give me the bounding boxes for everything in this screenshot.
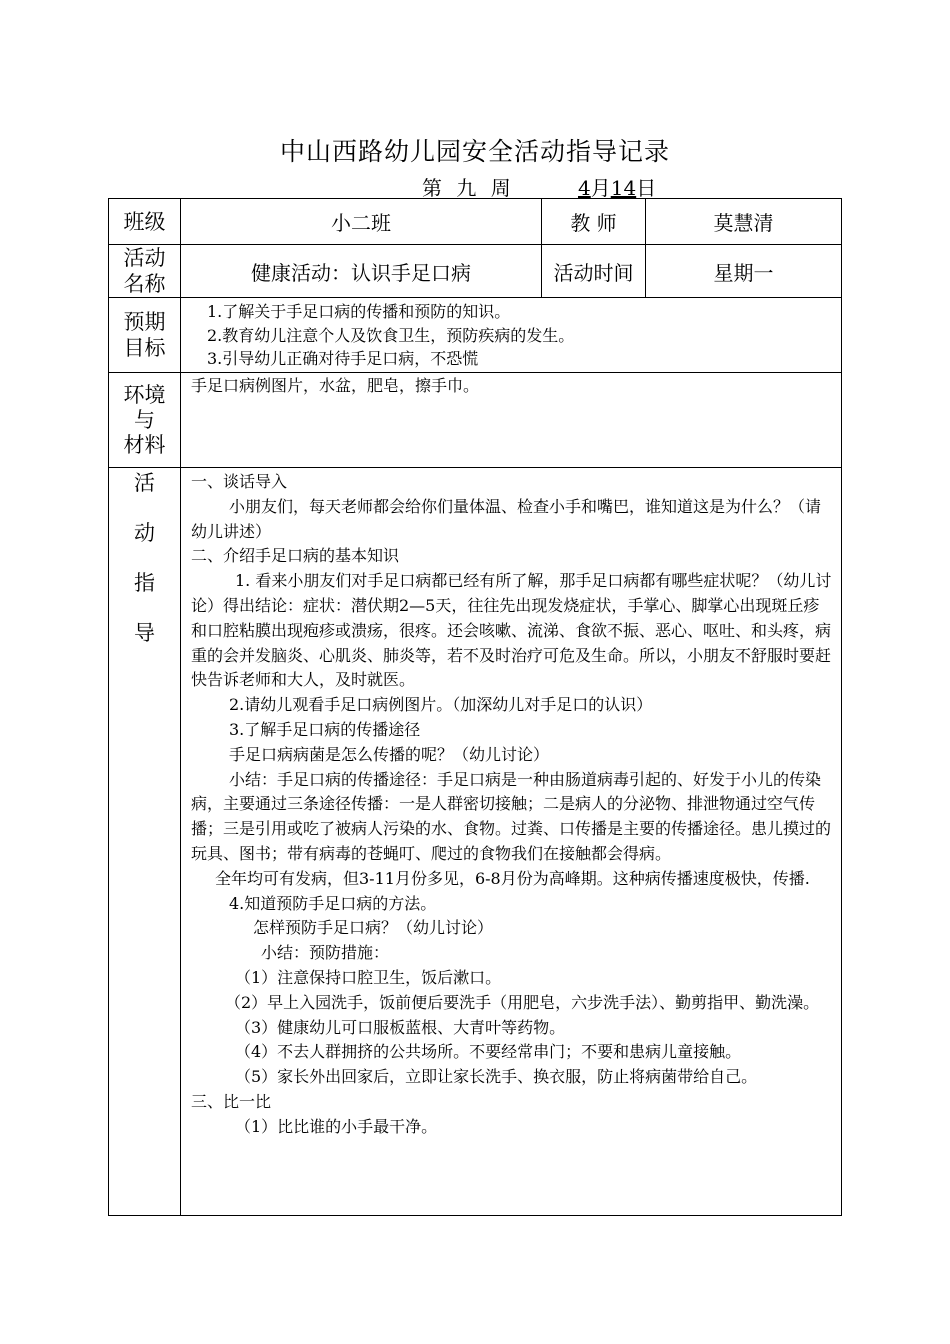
activity-label-line1: 活动 bbox=[123, 246, 166, 270]
section-heading: 一、谈话导入 bbox=[191, 472, 288, 491]
list-item: （1）比比谁的小手最干净。 bbox=[235, 1116, 438, 1136]
record-table bbox=[108, 198, 842, 1216]
paragraph: 3.了解手足口病的传播途径 bbox=[229, 719, 421, 739]
date-month-unit: 月 bbox=[590, 176, 611, 200]
materials-label bbox=[109, 373, 181, 468]
row-class bbox=[109, 199, 842, 245]
paragraph: 全年均可有发病，但3-11月份多见，6-8月份为高峰期。这种病传播速度极快，传播. bbox=[215, 868, 810, 888]
paragraph: 小结：手足口病的传播途径：手足口病是一种由肠道病毒引起的、好发于小儿的传染病，主要通过三条途径传播：一是人群密切接触；二是病人的分泌物、排泄物通过空气传播；三是引用或吃了被病人污染的水、食物。过粪、口传播是主要的传播途径。患儿摸过的玩具、图书；带有病毒的苍蝇叮、爬过的食物我们在接触都会得病。 bbox=[191, 769, 832, 863]
materials-label-line3: 材料 bbox=[123, 432, 166, 457]
guide-label-char: 导 bbox=[134, 621, 155, 645]
teacher-label: 教 师 bbox=[542, 199, 646, 245]
activity-label-line2: 名称 bbox=[123, 272, 166, 296]
list-item: （4）不去人群拥挤的公共场所。不要经常串门；不要和患病儿童接触。 bbox=[235, 1042, 742, 1062]
date-day-unit: 日 bbox=[636, 176, 657, 200]
activity-label bbox=[109, 245, 181, 298]
materials-label-line1: 环境 bbox=[123, 382, 166, 407]
date-month: 4 bbox=[578, 176, 591, 200]
class-value: 小二班 bbox=[181, 199, 542, 245]
goals-label-line2: 目标 bbox=[123, 336, 166, 360]
guide-label bbox=[109, 468, 181, 1216]
date bbox=[578, 172, 656, 201]
goals-label bbox=[109, 298, 181, 373]
week-label: 第 九 周 bbox=[422, 176, 515, 200]
goals-label-line1: 预期 bbox=[123, 310, 166, 334]
guide-label-char: 动 bbox=[134, 521, 155, 545]
guide-label-char: 指 bbox=[134, 571, 155, 595]
goals-content bbox=[181, 298, 842, 373]
paragraph: 1. 看来小朋友们对手足口病都已经有所了解，那手足口病都有哪些症状呢？（幼儿讨论）得出结论：症状：潜伏期2—5天，往往先出现发烧症状，手掌心、脚掌心出现斑丘疹和口腔粘膜出现疱疹或溃疡，很疼。还会咳嗽、流涕、食欲不振、恶心、呕吐、和头疼，病重的会并发脑炎、心肌炎、肺炎等，若不及时治疗可危及生命。所以，小朋友不舒服时要赶快告诉老师和大人，及时就医。 bbox=[191, 571, 832, 690]
document-title: 中山西路幼儿园安全活动指导记录 bbox=[279, 137, 670, 166]
paragraph: 4.知道预防手足口病的方法。 bbox=[229, 893, 437, 913]
paragraph: 手足口病病菌是怎么传播的呢？（幼儿讨论） bbox=[229, 744, 550, 764]
list-item: （1）注意保持口腔卫生，饭后漱口。 bbox=[235, 967, 502, 987]
guide-content bbox=[181, 468, 842, 1216]
class-label: 班级 bbox=[109, 199, 181, 245]
list-item: （5）家长外出回家后，立即让家长洗手、换衣服，防止将病菌带给自己。 bbox=[235, 1067, 758, 1087]
goal-item: 3.引导幼儿正确对待手足口病，不恐慌 bbox=[207, 349, 479, 368]
section-heading: 三、比一比 bbox=[191, 1091, 272, 1111]
time-value: 星期一 bbox=[646, 245, 842, 298]
paragraph: 2.请幼儿观看手足口病例图片。（加深幼儿对手足口的认识） bbox=[229, 695, 653, 715]
guide-label-char: 活 bbox=[134, 471, 155, 495]
section-heading: 二、介绍手足口病的基本知识 bbox=[191, 546, 400, 566]
materials-value: 手足口病例图片，水盆，肥皂，擦手巾。 bbox=[181, 373, 842, 468]
materials-label-line2: 与 bbox=[134, 407, 155, 432]
paragraph: 小结：预防措施： bbox=[261, 943, 390, 963]
paragraph: 怎样预防手足口病？（幼儿讨论） bbox=[253, 918, 494, 938]
date-day: 14 bbox=[610, 176, 637, 200]
list-item: （2）早上入园洗手，饭前便后要洗手（用肥皂，六步洗手法）、勤剪指甲、勤洗澡。 bbox=[225, 992, 820, 1012]
goal-item: 2.教育幼儿注意个人及饮食卫生，预防疾病的发生。 bbox=[207, 325, 575, 345]
row-guide bbox=[109, 468, 842, 1216]
activity-value: 健康活动：认识手足口病 bbox=[181, 245, 542, 298]
goal-item: 1.了解关于手足口病的传播和预防的知识。 bbox=[207, 302, 511, 321]
paragraph: 小朋友们，每天老师都会给你们量体温、检查小手和嘴巴，谁知道这是为什么？（请幼儿讲述） bbox=[191, 496, 822, 541]
teacher-value: 莫慧清 bbox=[646, 199, 842, 245]
time-label: 活动时间 bbox=[542, 245, 646, 298]
row-goals bbox=[109, 298, 842, 373]
list-item: （3）健康幼儿可口服板蓝根、大青叶等药物。 bbox=[235, 1017, 566, 1037]
row-materials bbox=[109, 373, 842, 468]
row-activity bbox=[109, 245, 842, 298]
